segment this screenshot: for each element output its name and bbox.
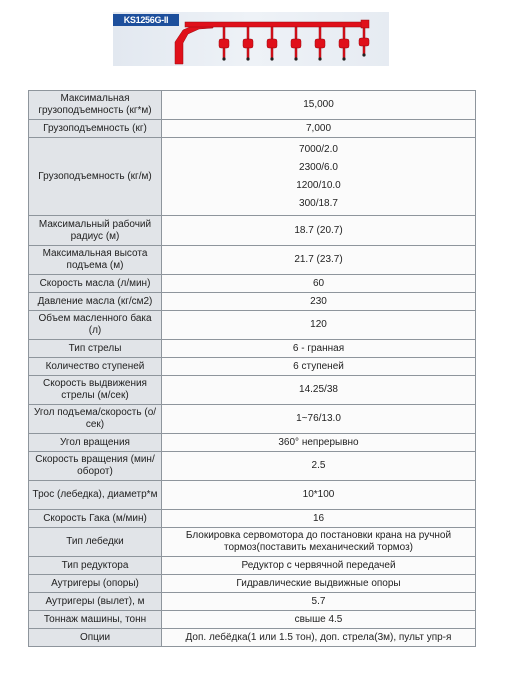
table-row <box>29 376 476 405</box>
spec-value: 230 <box>162 293 476 311</box>
spec-value-line: 2300/6.0 <box>299 161 338 173</box>
table-row <box>29 340 476 358</box>
table-row <box>29 575 476 593</box>
spec-value-line: 1200/10.0 <box>296 179 341 191</box>
spec-table <box>28 90 476 647</box>
spec-label: Количество ступеней <box>29 358 162 376</box>
spec-value: Гидравлические выдвижные опоры <box>162 575 476 593</box>
spec-label: Угол вращения <box>29 434 162 452</box>
crane-banner <box>113 12 389 66</box>
spec-value: 2.5 <box>162 452 476 481</box>
spec-value: 16 <box>162 510 476 528</box>
hook-series-graphic <box>219 27 369 58</box>
spec-value: 360° непрерывно <box>162 434 476 452</box>
spec-label: Тип редуктора <box>29 557 162 575</box>
table-row <box>29 510 476 528</box>
spec-label: Скорость Гака (м/мин) <box>29 510 162 528</box>
table-row <box>29 557 476 575</box>
table-row <box>29 246 476 275</box>
spec-label: Тоннаж машины, тонн <box>29 611 162 629</box>
spec-value: 60 <box>162 275 476 293</box>
table-row <box>29 629 476 647</box>
table-row <box>29 91 476 120</box>
spec-value: 10*100 <box>162 481 476 510</box>
spec-value-list <box>162 138 476 216</box>
table-row <box>29 452 476 481</box>
spec-label: Опции <box>29 629 162 647</box>
spec-label: Тип стрелы <box>29 340 162 358</box>
spec-label: Максимальный рабочий радиус (м) <box>29 216 162 246</box>
spec-label: Грузоподъемность (кг) <box>29 120 162 138</box>
spec-label: Аутригеры (опоры) <box>29 575 162 593</box>
spec-value: 120 <box>162 311 476 340</box>
spec-label: Аутригеры (вылет), м <box>29 593 162 611</box>
table-row <box>29 120 476 138</box>
spec-label: Угол подъема/скорость (о/сек) <box>29 405 162 434</box>
table-row <box>29 611 476 629</box>
table-row <box>29 138 476 216</box>
table-row <box>29 528 476 557</box>
spec-label: Грузоподъемность (кг/м) <box>29 138 162 216</box>
table-row <box>29 405 476 434</box>
spec-value: 18.7 (20.7) <box>162 216 476 246</box>
spec-label: Давление масла (кг/см2) <box>29 293 162 311</box>
spec-value: Доп. лебёдка(1 или 1.5 тон), доп. стрела(3м), пульт упр-я <box>162 629 476 647</box>
spec-value-line: 7000/2.0 <box>299 143 338 155</box>
spec-value: 6 ступеней <box>162 358 476 376</box>
spec-value: 21.7 (23.7) <box>162 246 476 275</box>
spec-value: 14.25/38 <box>162 376 476 405</box>
spec-value: Блокировка сервомотора до постановки крана на ручной тормоз(поставить механический тормоз) <box>162 528 476 557</box>
table-row <box>29 593 476 611</box>
spec-value: Редуктор с червячной передачей <box>162 557 476 575</box>
spec-value-line: 300/18.7 <box>299 197 338 209</box>
spec-label: Максимальная высота подъема (м) <box>29 246 162 275</box>
model-label: KS1256G-II <box>113 14 179 26</box>
spec-value: 7,000 <box>162 120 476 138</box>
spec-value: 1~76/13.0 <box>162 405 476 434</box>
spec-label: Тип лебедки <box>29 528 162 557</box>
table-row <box>29 293 476 311</box>
spec-label: Объем масленного бака (л) <box>29 311 162 340</box>
table-row <box>29 481 476 510</box>
table-row <box>29 275 476 293</box>
spec-value: свыше 4.5 <box>162 611 476 629</box>
spec-value: 6 - гранная <box>162 340 476 358</box>
spec-value: 15,000 <box>162 91 476 120</box>
spec-label: Скорость выдвижения стрелы (м/сек) <box>29 376 162 405</box>
spec-label: Скорость вращения (мин/оборот) <box>29 452 162 481</box>
spec-value: 5.7 <box>162 593 476 611</box>
spec-label: Трос (лебедка), диаметр*м <box>29 481 162 510</box>
spec-label: Максимальная грузоподъемность (кг*м) <box>29 91 162 120</box>
table-row <box>29 216 476 246</box>
spec-label: Скорость масла (л/мин) <box>29 275 162 293</box>
table-row <box>29 358 476 376</box>
table-row <box>29 434 476 452</box>
table-row <box>29 311 476 340</box>
